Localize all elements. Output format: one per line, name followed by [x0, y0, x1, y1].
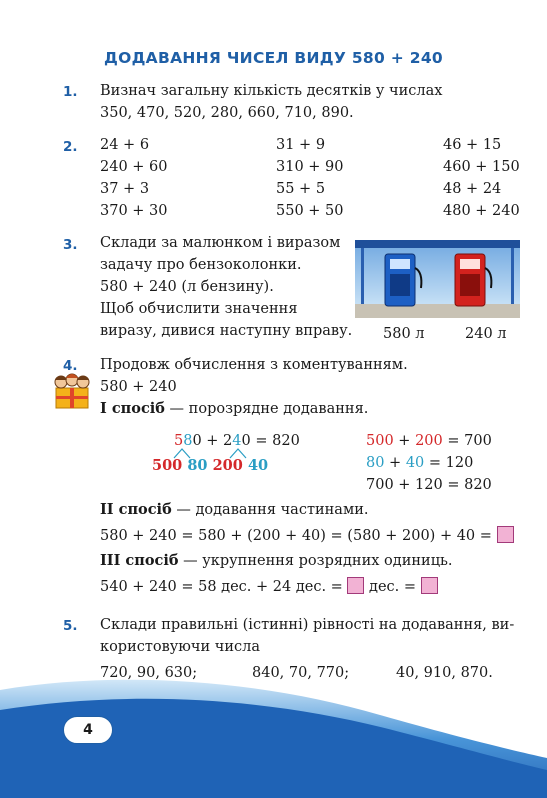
exercise-3-number: 3. — [63, 237, 78, 253]
answer-box[interactable] — [421, 577, 438, 594]
expression: 31 + 9 — [276, 137, 326, 153]
row-1-plus: + — [393, 433, 416, 449]
expression: 48 + 24 — [443, 181, 502, 197]
gas-pumps-illustration — [355, 240, 520, 318]
exercise-5-number: 5. — [63, 618, 78, 634]
method-3-description: — укрупнення розрядних одиниць. — [178, 553, 453, 569]
expression: 370 + 30 — [100, 203, 168, 219]
method-1-split — [152, 455, 268, 477]
expression: 24 + 6 — [100, 137, 150, 153]
expression: 55 + 5 — [276, 181, 326, 197]
expression: 480 + 240 — [443, 203, 520, 219]
exercise-1-number: 1. — [63, 84, 78, 100]
split-80: 80 — [187, 457, 208, 474]
row-2-plus: + — [384, 455, 406, 471]
equation-middle: 0 + 2 — [192, 433, 233, 449]
method-1-label: I спосіб — [100, 400, 165, 417]
exercise-2-column-2 — [276, 134, 344, 222]
row-2-b: 40 — [405, 455, 425, 471]
equation-result: 0 = 820 — [241, 433, 300, 449]
exercise-2-number: 2. — [63, 139, 78, 155]
exercise-5-line-1: Склади правильні (істинні) рівності на додавання, ви- — [100, 617, 515, 633]
method-3-heading — [100, 550, 453, 572]
expression: 46 + 15 — [443, 137, 502, 153]
exercise-1-line-2: 350, 470, 520, 280, 660, 710, 890. — [100, 105, 354, 121]
number-set-3: 40, 910, 870. — [396, 665, 493, 681]
method-3-equation — [100, 576, 438, 598]
answer-box[interactable] — [347, 577, 364, 594]
row-1-result: = 700 — [442, 433, 492, 449]
split-40: 40 — [247, 457, 269, 474]
digit-hundreds-1: 5 — [174, 433, 184, 449]
row-1-b: 200 — [415, 433, 443, 449]
exercise-1-line-1: Визнач загальну кількість десятків у числах — [100, 83, 443, 99]
exercise-2-column-3 — [443, 134, 520, 222]
number-set-2: 840, 70, 770; — [252, 665, 350, 681]
text-line: задачу про бензоколонки. — [100, 257, 302, 273]
text-line: 580 + 240 (л бензину). — [100, 279, 274, 295]
expression: 310 + 90 — [276, 159, 344, 175]
number-set-1: 720, 90, 630; — [100, 665, 198, 681]
text-line: виразу, дивися наступну вправу. — [100, 323, 353, 339]
method-1-row-1 — [366, 430, 492, 452]
row-2-result: = 120 — [424, 455, 474, 471]
method-2-heading — [100, 499, 369, 521]
split-500: 500 — [152, 457, 183, 474]
text-line: Щоб обчислити значення — [100, 301, 298, 317]
children-gift-icon — [50, 372, 94, 410]
expression: 550 + 50 — [276, 203, 344, 219]
exercise-3-text — [100, 232, 352, 342]
expression: 240 + 60 — [100, 159, 168, 175]
row-2-a: 80 — [366, 455, 385, 471]
exercise-2-column-1 — [100, 134, 168, 222]
method-1-row-3: 700 + 120 = 820 — [366, 477, 492, 493]
method-2-expression: 580 + 240 = 580 + (200 + 40) = (580 + 200) + 40 = — [100, 528, 492, 544]
page-number: 4 — [63, 716, 113, 744]
exercise-5-line-2: користовуючи числа — [100, 639, 261, 655]
pump-label-left: 580 л — [383, 326, 425, 342]
method-1-heading — [100, 398, 368, 420]
method-1-row-2 — [366, 452, 473, 474]
method-3-unit: дес. = — [369, 579, 417, 595]
text-line: Склади за малюнком і виразом — [100, 235, 341, 251]
method-2-label: II спосіб — [100, 501, 172, 518]
digit-tens-1: 8 — [183, 433, 193, 449]
method-2-description: — додавання частинами. — [171, 502, 369, 518]
expression: 37 + 3 — [100, 181, 150, 197]
pump-label-right: 240 л — [465, 326, 507, 342]
row-1-a: 500 — [366, 433, 394, 449]
exercise-4-line-1: Продовж обчислення з коментуванням. — [100, 357, 408, 373]
exercise-4-line-2: 580 + 240 — [100, 379, 177, 395]
method-2-equation — [100, 525, 514, 547]
exercise-4-number: 4. — [63, 358, 78, 374]
method-3-label: III спосіб — [100, 552, 179, 569]
page-title: ДОДАВАННЯ ЧИСЕЛ ВИДУ 580 + 240 — [103, 49, 444, 67]
split-200: 200 — [212, 457, 243, 474]
method-1-description: — порозрядне додавання. — [164, 401, 369, 417]
answer-box[interactable] — [497, 526, 514, 543]
digit-tens-2: 4 — [232, 433, 242, 449]
method-3-expression: 540 + 240 = 58 дес. + 24 дес. = — [100, 579, 343, 595]
expression: 460 + 150 — [443, 159, 520, 175]
